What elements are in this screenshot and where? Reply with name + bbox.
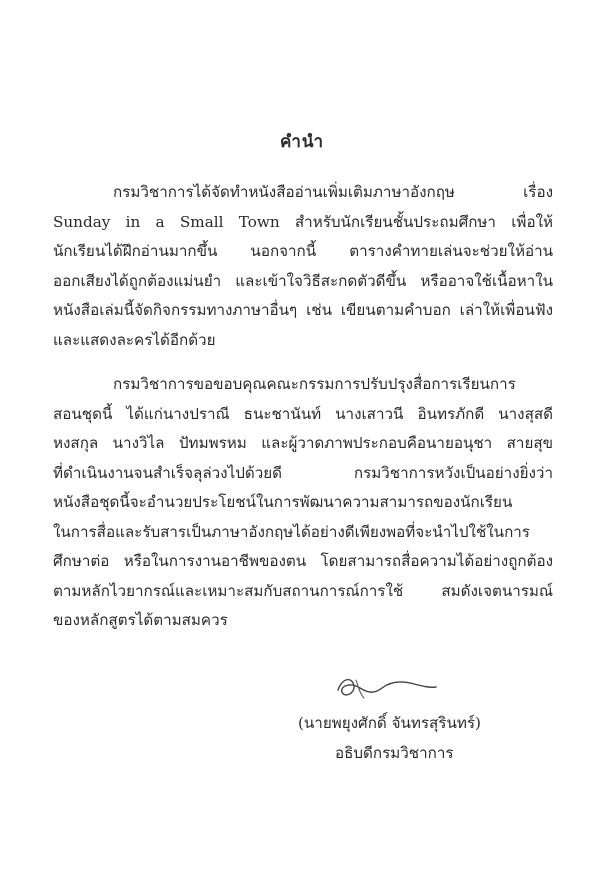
- paragraph-line: ในการสื่อและรับสารเป็นภาษาอังกฤษได้อย่างดีเพียงพอที่จะนำไปใช้ในการ: [53, 522, 530, 541]
- paragraph-line: สอนชุดนี้ ได้แก่นางปราณี ธนะชานันท์ นางเสาวนี อินทรภักดี นางสุสดี: [53, 404, 553, 423]
- paragraph-line: หงสกุล นางวิไล ปัทมพรหม และผู้วาดภาพประกอบคือนายอนุชา สายสุข: [53, 434, 553, 452]
- paragraph-line: กรมวิชาการได้จัดทำหนังสืออ่านเพิ่มเติมภาษาอังกฤษ เรื่อง: [113, 183, 553, 201]
- paragraph-line: นักเรียนได้ฝึกอ่านมากขึ้น นอกจากนี้ ตารางคำทายเล่นจะช่วยให้อ่าน: [53, 242, 553, 260]
- paragraph-line: และแสดงละครได้อีกด้วย: [53, 330, 216, 349]
- paragraph-line: หนังสือชุดนี้จะอำนวยประโยชน์ในการพัฒนาความสามารถของนักเรียน: [53, 493, 513, 511]
- signer-name: (นายพยุงศักดิ์ จันทรสุรินทร์): [298, 714, 481, 732]
- handwritten-signature: [330, 668, 440, 708]
- signer-position: อธิบดีกรมวิชาการ: [335, 744, 454, 762]
- paragraph-line: กรมวิชาการขอขอบคุณคณะกรรมการปรับปรุงสื่อการเรียนการ: [113, 375, 516, 393]
- page-title: คำนำ: [279, 132, 325, 152]
- paragraph-line: ที่ดำเนินงานจนสำเร็จลุล่วงไปด้วยดี กรมวิชาการหวังเป็นอย่างยิ่งว่า: [53, 463, 553, 482]
- preface-paragraph-2: [53, 370, 553, 636]
- paragraph-line: ตามหลักไวยากรณ์และเหมาะสมกับสถานการณ์การใช้ สมดังเจตนารมณ์: [53, 581, 553, 600]
- paragraph-line: หนังสือเล่มนี้จัดกิจกรรมทางภาษาอื่นๆ เช่น เขียนตามคำบอก เล่าให้เพื่อนฟัง: [53, 301, 553, 319]
- preface-paragraph-1: [53, 178, 553, 355]
- paragraph-line: ศึกษาต่อ หรือในการงานอาชีพของตน โดยสามารถสื่อความได้อย่างถูกต้อง: [53, 552, 553, 570]
- paragraph-line: ของหลักสูตรได้ตามสมควร: [53, 611, 228, 629]
- paragraph-line: ออกเสียงได้ถูกต้องแม่นยำ และเข้าใจวิธีสะกดตัวดีขึ้น หรืออาจใช้เนื้อหาใน: [53, 271, 553, 290]
- paragraph-line: Sunday in a Small Town สำหรับนักเรียนชั้นประถมศึกษา เพื่อให้: [53, 212, 553, 231]
